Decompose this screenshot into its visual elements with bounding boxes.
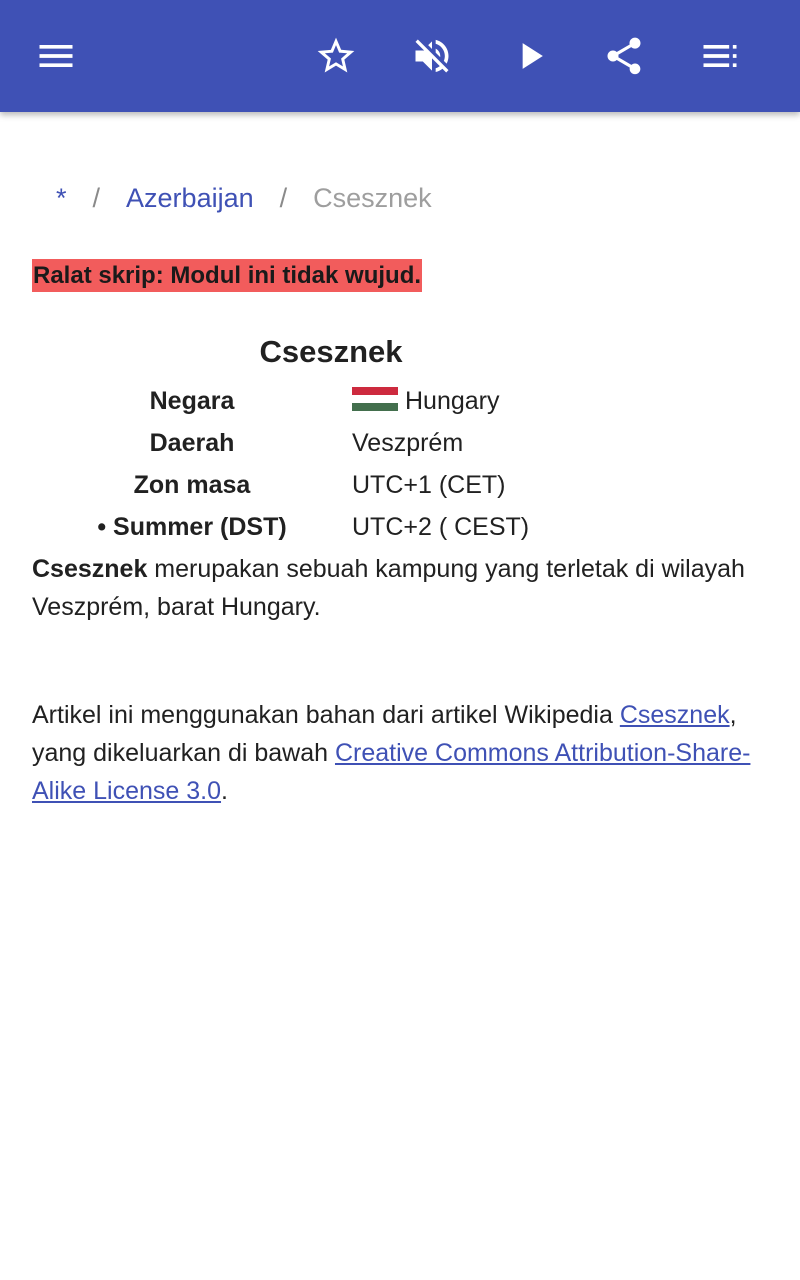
breadcrumb: [56, 178, 432, 218]
volume-off-icon[interactable]: [408, 32, 456, 80]
breadcrumb-root-link[interactable]: *: [56, 182, 67, 213]
attribution-prefix: Artikel ini menggunakan bahan dari artikel Wikipedia: [32, 701, 620, 729]
intro-subject: Csesznek: [32, 555, 148, 583]
share-icon[interactable]: [600, 32, 648, 80]
app-toolbar: [0, 0, 800, 112]
intro-paragraph: [32, 550, 772, 626]
infobox-value-text: Hungary: [405, 387, 500, 415]
breadcrumb-separator: /: [279, 182, 288, 213]
intro-text: merupakan sebuah kampung yang terletak di wilayah Veszprém, barat Hungary.: [32, 555, 745, 621]
infobox-row-timezone: [0, 464, 800, 506]
infobox-row-dst: [0, 506, 800, 548]
infobox-label: Zon masa: [133, 471, 251, 499]
breadcrumb-separator: /: [92, 182, 101, 213]
license-link[interactable]: Creative Commons Attribution-Share-Alike License 3.0: [32, 739, 751, 805]
infobox-value: UTC+1 (CET): [352, 471, 506, 499]
infobox-row-region: [0, 422, 800, 464]
infobox-label: Negara: [149, 387, 235, 415]
play-icon[interactable]: [506, 32, 554, 80]
wikipedia-article-link[interactable]: Csesznek: [619, 701, 730, 729]
attribution-paragraph: [32, 696, 772, 810]
attribution-middle: , yang dikeluarkan di bawah: [32, 701, 737, 767]
breadcrumb-current: Csesznek: [313, 182, 432, 213]
infobox-title: Csesznek: [259, 334, 403, 369]
attribution-suffix: .: [221, 777, 228, 805]
infobox-label: Daerah: [149, 429, 235, 457]
infobox-value: [352, 380, 500, 422]
infobox-value: Veszprém: [352, 429, 464, 457]
breadcrumb-parent-link[interactable]: Azerbaijan: [126, 182, 254, 213]
hungary-flag-icon: [352, 387, 398, 411]
menu-icon[interactable]: [32, 32, 80, 80]
infobox-row-country: [0, 380, 800, 422]
star-icon[interactable]: [312, 32, 360, 80]
infobox-label: • Summer (DST): [97, 513, 287, 541]
script-error-message: Ralat skrip: Modul ini tidak wujud.: [32, 259, 422, 292]
infobox-value: UTC+2 ( CEST): [352, 513, 530, 541]
playlist-icon[interactable]: [696, 32, 744, 80]
